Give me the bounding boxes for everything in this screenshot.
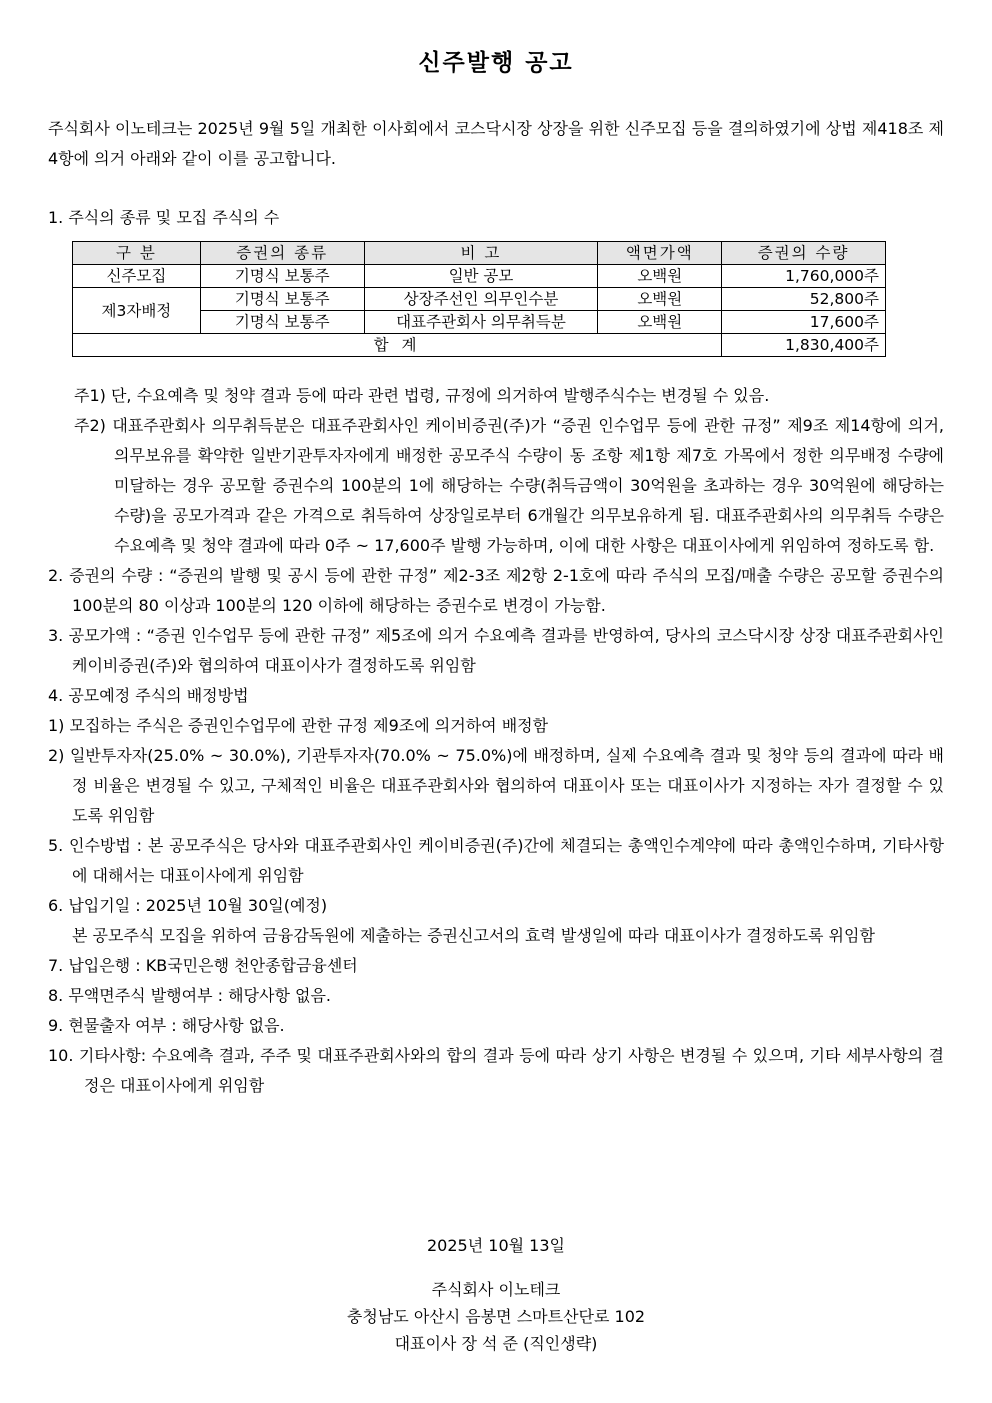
total-label: 합 계 (73, 334, 722, 357)
notice-date: 2025년 10월 13일 (427, 1236, 565, 1255)
company-name: 주식회사 이노테크 (431, 1280, 561, 1299)
company-block (0, 1276, 992, 1357)
section-10: 10. 기타사항: 수요예측 결과, 주주 및 대표주관회사와의 합의 결과 등에 따라 상기 사항은 변경될 수 있으며, 기타 세부사항의 결정은 대표이사에게 위임함 (48, 1046, 944, 1095)
note-1: 주1) 단, 수요예측 및 청약 결과 등에 따라 관련 법령, 규정에 의거하여 발행주식수는 변경될 수 있음. (74, 386, 770, 405)
cell-par: 오백원 (598, 311, 722, 334)
cell-category-group: 제3자배정 (73, 288, 201, 334)
section-1-title: 1. 주식의 종류 및 모집 주식의 수 (48, 208, 280, 227)
section-5: 5. 인수방법 : 본 공모주식은 당사와 대표주관회사인 케이비증권(주)간에 체결되는 총액인수계약에 따라 총액인수하며, 기타사항에 대해서는 대표이사에게 위임함 (48, 836, 944, 885)
header-par: 액면가액 (598, 242, 722, 265)
cell-qty: 17,600주 (722, 311, 886, 334)
section-7: 7. 납입은행 : KB국민은행 천안종합금융센터 (48, 956, 358, 975)
note-2: 주2) 대표주관회사 의무취득분은 대표주관회사인 케이비증권(주)가 “증권 인수업무 등에 관한 규정” 제9조 제14항에 의거, 의무보유를 확약한 일반기관투자자에게 배정한 공모주식 수량이 동 조항 제1항 제7호 가목에서 정한 의무배정 수량에 미달하는 경우 공모할 증권수의 100분의 1에 해당하는 수량(취득금액이 30억원을 초과하는 경우 30억원에 해당하는 수량)을 공모가격과 같은 가격으로 취득하여 상장일로부터 6개월간 의무보유하게 됨. 대표주관회사의 의무취득 수량은 수요예측 및 청약 결과에 따라 0주 ~ 17,600주 발행 가능하며, 이에 대한 사항은 대표이사에게 위임하여 정하도록 함. (74, 416, 944, 555)
cell-type: 기명식 보통주 (200, 288, 364, 311)
section-4-item-2: 2) 일반투자자(25.0% ~ 30.0%), 기관투자자(70.0% ~ 75.0%)에 배정하며, 실제 수요예측 결과 및 청약 등의 결과에 따라 배정 비율은 변경될 수 있고, 구체적인 비율은 대표주관회사와 협의하여 대표이사 또는 대표이사가 지정하는 자가 결정할 수 있도록 위임함 (48, 746, 944, 825)
cell-category: 신주모집 (73, 265, 201, 288)
section-4: 4. 공모예정 주식의 배정방법 (48, 686, 249, 705)
header-type: 증권의 종류 (200, 242, 364, 265)
header-category: 구 분 (73, 242, 201, 265)
header-note: 비 고 (364, 242, 598, 265)
section-6-detail: 본 공모주식 모집을 위하여 금융감독원에 제출하는 증권신고서의 효력 발생일에 따라 대표이사가 결정하도록 위임함 (72, 926, 875, 945)
table-header-row (73, 242, 886, 265)
table-row (73, 265, 886, 288)
table-total-row (73, 334, 886, 357)
company-ceo: 대표이사 장 석 준 (직인생략) (394, 1334, 598, 1353)
cell-note: 상장주선인 의무인수분 (364, 288, 598, 311)
page-title: 신주발행 공고 (418, 50, 574, 76)
body-sections (48, 381, 944, 1101)
cell-qty: 52,800주 (722, 288, 886, 311)
section-2: 2. 증권의 수량 : “증권의 발행 및 공시 등에 관한 규정” 제2-3조 제2항 2-1호에 따라 주식의 모집/매출 수량은 공모할 증권수의 100분의 80 이상과 100분의 120 이하에 해당하는 증권수로 변경이 가능함. (48, 566, 944, 615)
cell-type: 기명식 보통주 (200, 265, 364, 288)
section-4-item-1: 1) 모집하는 주식은 증권인수업무에 관한 규정 제9조에 의거하여 배정함 (48, 716, 549, 735)
section-9: 9. 현물출자 여부 : 해당사항 없음. (48, 1016, 285, 1035)
cell-par: 오백원 (598, 288, 722, 311)
intro-paragraph: 주식회사 이노테크는 2025년 9월 5일 개최한 이사회에서 코스닥시장 상장을 위한 신주모집 등을 결의하였기에 상법 제418조 제4항에 의거 아래와 같이 이를 공고합니다. (48, 119, 944, 168)
shares-table (72, 241, 886, 357)
total-qty: 1,830,400주 (722, 334, 886, 357)
company-address: 충청남도 아산시 음봉면 스마트산단로 102 (346, 1307, 646, 1326)
cell-note: 일반 공모 (364, 265, 598, 288)
section-3: 3. 공모가액 : “증권 인수업무 등에 관한 규정” 제5조에 의거 수요예측 결과를 반영하여, 당사의 코스닥시장 상장 대표주관회사인 케이비증권(주)와 협의하여 대표이사가 결정하도록 위임함 (48, 626, 944, 675)
header-qty: 증권의 수량 (722, 242, 886, 265)
cell-qty: 1,760,000주 (722, 265, 886, 288)
section-6: 6. 납입기일 : 2025년 10월 30일(예정) (48, 896, 328, 915)
cell-type: 기명식 보통주 (200, 311, 364, 334)
table-row (73, 288, 886, 311)
cell-note: 대표주관회사 의무취득분 (364, 311, 598, 334)
cell-par: 오백원 (598, 265, 722, 288)
section-8: 8. 무액면주식 발행여부 : 해당사항 없음. (48, 986, 332, 1005)
